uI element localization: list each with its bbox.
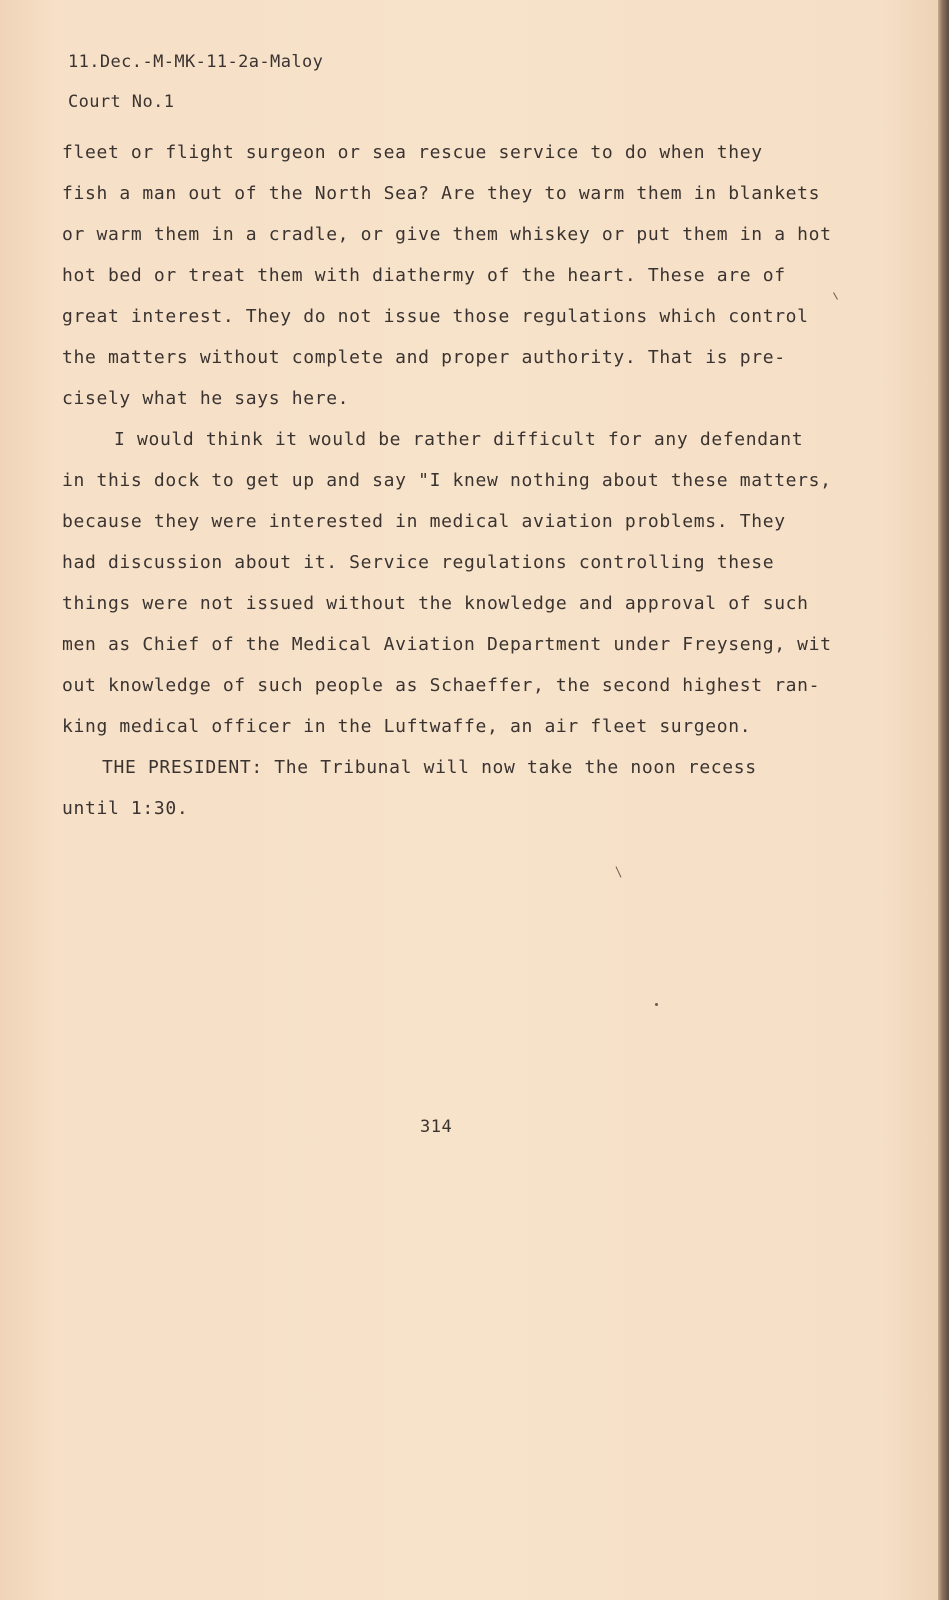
- page-number: 314: [420, 1117, 453, 1137]
- document-reference: 11.Dec.-M-MK-11-2a-Maloy: [68, 52, 324, 72]
- text-line: or warm them in a cradle, or give them whiskey or put them in a hot: [62, 224, 832, 245]
- text-line: men as Chief of the Medical Aviation Department under Freyseng, wit: [62, 634, 832, 655]
- text-line: the matters without complete and proper authority. That is pre-: [62, 347, 786, 368]
- text-line: things were not issued without the knowledge and approval of such: [62, 593, 809, 614]
- text-line: in this dock to get up and say "I knew nothing about these matters,: [62, 470, 832, 491]
- text-line: cisely what he says here.: [62, 388, 350, 409]
- text-line: had discussion about it. Service regulations controlling these: [62, 552, 775, 573]
- text-line: fleet or flight surgeon or sea rescue service to do when they: [62, 142, 763, 163]
- paper-speck: [655, 1003, 658, 1006]
- text-line: king medical officer in the Luftwaffe, an air fleet surgeon.: [62, 716, 752, 737]
- text-line: because they were interested in medical aviation problems. They: [62, 511, 786, 532]
- text-line: until 1:30.: [62, 798, 189, 819]
- paper-speck: [616, 866, 622, 877]
- paragraph-start-line: I would think it would be rather difficult for any defendant: [114, 429, 804, 450]
- page-edge: [938, 0, 949, 1600]
- transcript-body: [62, 132, 902, 829]
- text-line: fish a man out of the North Sea? Are they to warm them in blankets: [62, 183, 821, 204]
- text-line: great interest. They do not issue those regulations which control: [62, 306, 809, 327]
- speaker-line: THE PRESIDENT: The Tribunal will now take the noon recess: [102, 757, 757, 778]
- text-line: out knowledge of such people as Schaeffer, the second highest ran-: [62, 675, 821, 696]
- text-line: hot bed or treat them with diathermy of the heart. These are of: [62, 265, 786, 286]
- court-label: Court No.1: [68, 92, 175, 112]
